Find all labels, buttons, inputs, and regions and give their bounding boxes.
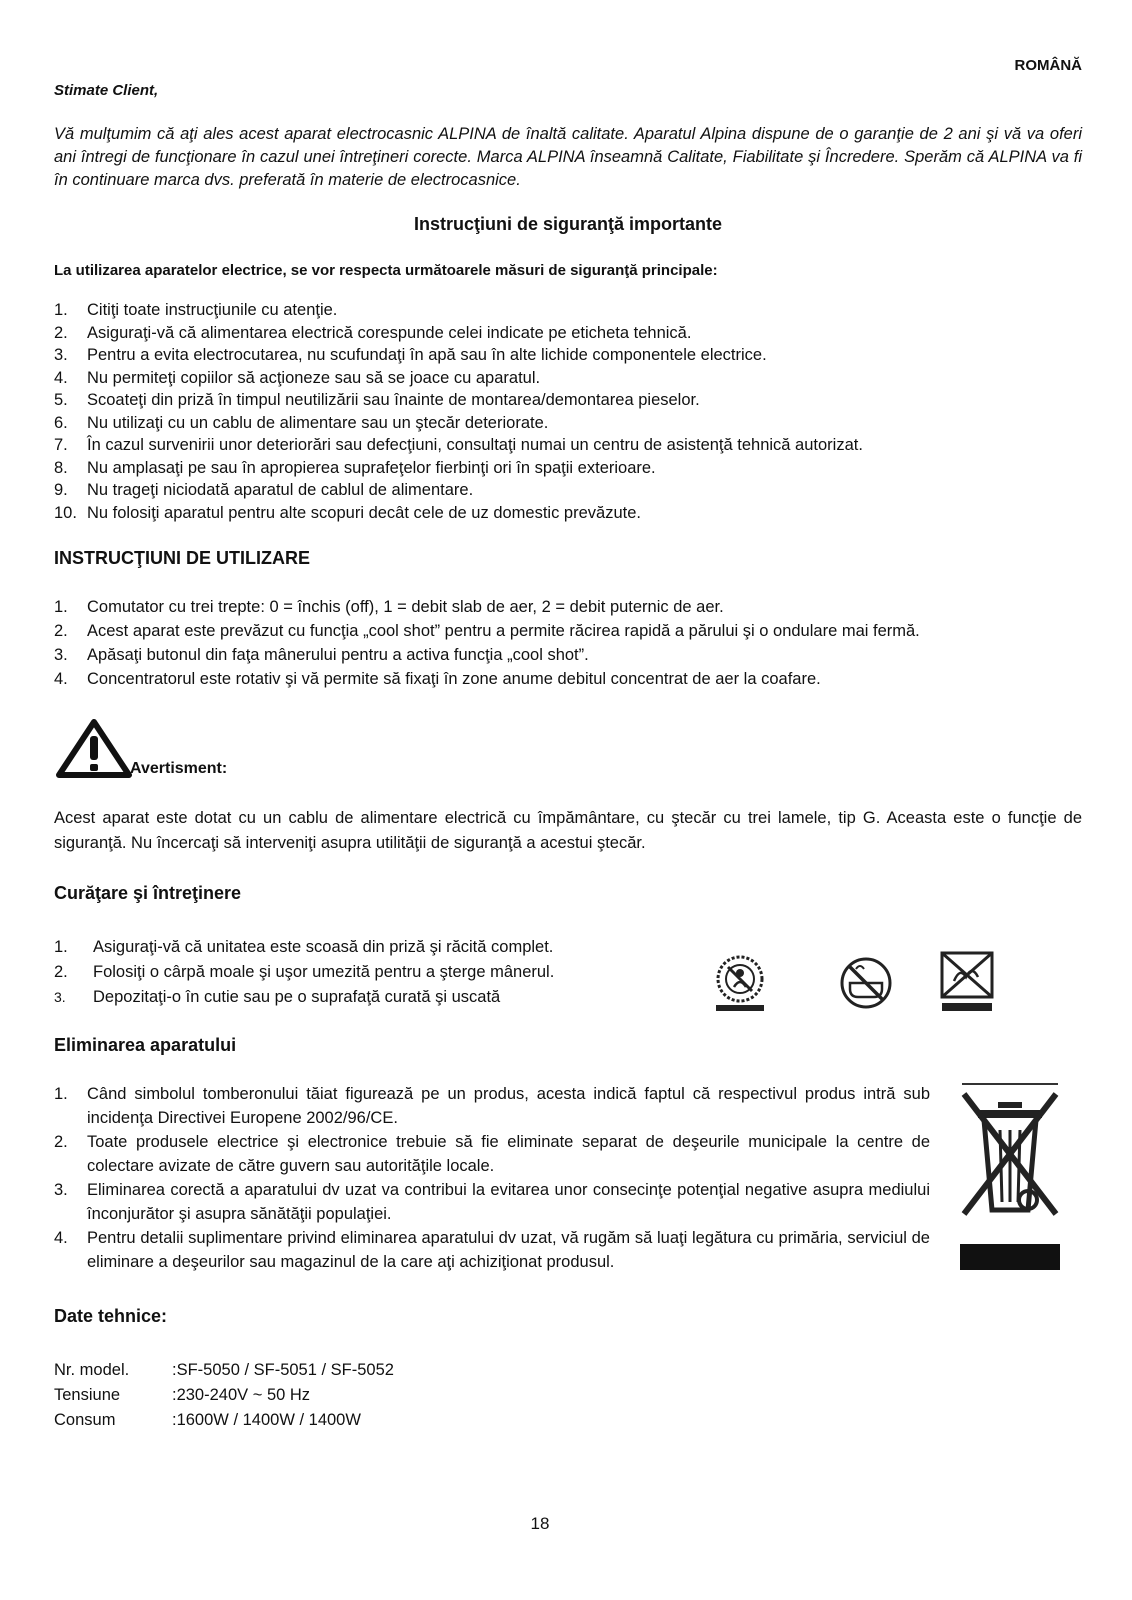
- list-item: 2. Asiguraţi-vă că alimentarea electrică corespunde celei indicate pe eticheta tehnică.: [54, 323, 692, 342]
- warning-text: Acest aparat este dotat cu un cablu de alimentare electrică cu împământare, cu ştecăr cu trei lamele, tip G. Aceasta este o funcţie de siguranţă. Nu încercaţi să interveniţi asupra utilităţii de siguranţă a acestui ştecăr.: [54, 809, 1082, 852]
- crossed-bin-icon: [958, 1082, 1062, 1272]
- safety-list: [54, 299, 1082, 524]
- list-item: 4. Pentru detalii suplimentare privind eliminarea aparatului dv uzat, vă rugăm să luaţi legătura cu primăria, serviciul de eliminare a deşeurilor sau magazinul de la care aţi achiziţionat produsul.: [54, 1229, 930, 1271]
- language-label: ROMÂNĂ: [1014, 57, 1082, 74]
- list-item: 10. Nu folosiţi aparatul pentru alte scopuri decât cele de uz domestic prevăzute.: [54, 503, 641, 522]
- salutation: Stimate Client,: [54, 82, 159, 99]
- care-icons-group: [710, 951, 1020, 1015]
- tech-row-power: Consum :1600W / 1400W / 1400W: [54, 1411, 361, 1429]
- tech-row-voltage: Tensiune :230-240V ~ 50 Hz: [54, 1386, 311, 1404]
- tech-row-model: Nr. model. :SF-5050 / SF-5051 / SF-5052: [54, 1361, 394, 1379]
- keep-away-from-children-icon: [716, 957, 764, 1011]
- list-item: 1. Asiguraţi-vă că unitatea este scoasă din priză şi răcită complet.: [54, 938, 554, 956]
- list-item: 8. Nu amplasaţi pe sau în apropierea suprafeţelor fierbinţi ori în spaţii exterioare.: [54, 458, 656, 477]
- list-item: 1. Comutator cu trei trepte: 0 = închis (off), 1 = debit slab de aer, 2 = debit puternic de aer.: [54, 598, 724, 616]
- intro-paragraph: Vă mulţumim că aţi ales acest aparat electrocasnic ALPINA de înaltă calitate. Aparatul Alpina dispune de o garanţie de 2 ani şi vă va oferi ani întregi de funcţionare în cazul unei întreţineri corecte. Marca ALPINA înseamnă Calitate, Fiabilitate şi Încredere. Sperăm că ALPINA va fi în continuare marca dvs. preferată în materie de electrocasnice.: [54, 125, 1082, 189]
- list-item: 9. Nu trageţi niciodată aparatul de cablul de alimentare.: [54, 481, 474, 499]
- disposal-title: Eliminarea aparatului: [54, 1035, 237, 1055]
- list-item: 1. Când simbolul tomberonului tăiat figurează pe un produs, acesta indică faptul că respectivul produs intră sub incidenţa Directivei Europene 2002/96/CE.: [54, 1085, 930, 1127]
- warning-label: Avertisment:: [130, 760, 228, 777]
- safety-title: Instrucţiuni de siguranţă importante: [413, 214, 723, 234]
- usage-list: [54, 595, 1082, 691]
- cleaning-title: Curăţare şi întreţinere: [54, 883, 242, 903]
- no-bath-icon: [842, 959, 890, 1007]
- list-item: 5. Scoateţi din priză în timpul neutilizării sau înainte de montarea/demontarea pieselor.: [54, 391, 700, 409]
- tech-title: Date tehnice:: [54, 1306, 168, 1326]
- list-item: 2. Folosiţi o cârpă moale şi uşor umezită pentru a şterge mânerul.: [54, 963, 555, 981]
- hot-surface-icon: [942, 953, 992, 1011]
- list-item: 3. Apăsaţi butonul din faţa mânerului pentru a activa funcţia „cool shot”.: [54, 646, 589, 664]
- list-item: 2. Toate produsele electrice şi electronice trebuie să fie eliminate separat de deşeurile municipale la centre de colectare avizate de către guvern sau autorităţile locale.: [54, 1133, 930, 1175]
- list-item: 4. Nu permiteţi copiilor să acţioneze sau să se joace cu aparatul.: [54, 368, 541, 387]
- list-item: 6. Nu utilizaţi cu un cablu de alimentare sau un ştecăr deteriorate.: [54, 413, 549, 432]
- list-item: 3. Eliminarea corectă a aparatului dv uzat va contribui la evitarea unor consecinţe potenţial negative asupra mediului înconjurător şi asupra sănătăţii populaţiei.: [54, 1181, 930, 1223]
- safety-subtitle: La utilizarea aparatelor electrice, se vor respecta următoarele măsuri de siguranţă principale:: [54, 262, 718, 279]
- list-item: 3. Pentru a evita electrocutarea, nu scufundaţi în apă sau în alte lichide componentele electrice.: [54, 346, 767, 364]
- warning-triangle-icon: [56, 718, 132, 778]
- usage-title: INSTRUCŢIUNI DE UTILIZARE: [54, 548, 310, 568]
- list-item: 7. În cazul survenirii unor deteriorări sau defecţiuni, consultaţi numai un centru de asistenţă tehnică autorizat.: [54, 436, 863, 454]
- list-item: 3. Depozitaţi-o în cutie sau pe o suprafaţă curată şi uscată: [54, 988, 501, 1006]
- list-item: 4. Concentratorul este rotativ şi vă permite să fixaţi în zone anume debitul concentrat de aer la coafare.: [54, 670, 821, 688]
- manual-page: [54, 0, 1082, 1600]
- disposal-list: [54, 1082, 930, 1274]
- list-item: 1. Citiţi toate instrucţiunile cu atenţie.: [54, 301, 338, 319]
- list-item: 2. Acest aparat este prevăzut cu funcţia „cool shot” pentru a permite răcirea rapidă a părului şi o ondulare mai fermă.: [54, 622, 920, 640]
- cleaning-list: [54, 935, 694, 1010]
- page-number: 18: [530, 1514, 550, 1533]
